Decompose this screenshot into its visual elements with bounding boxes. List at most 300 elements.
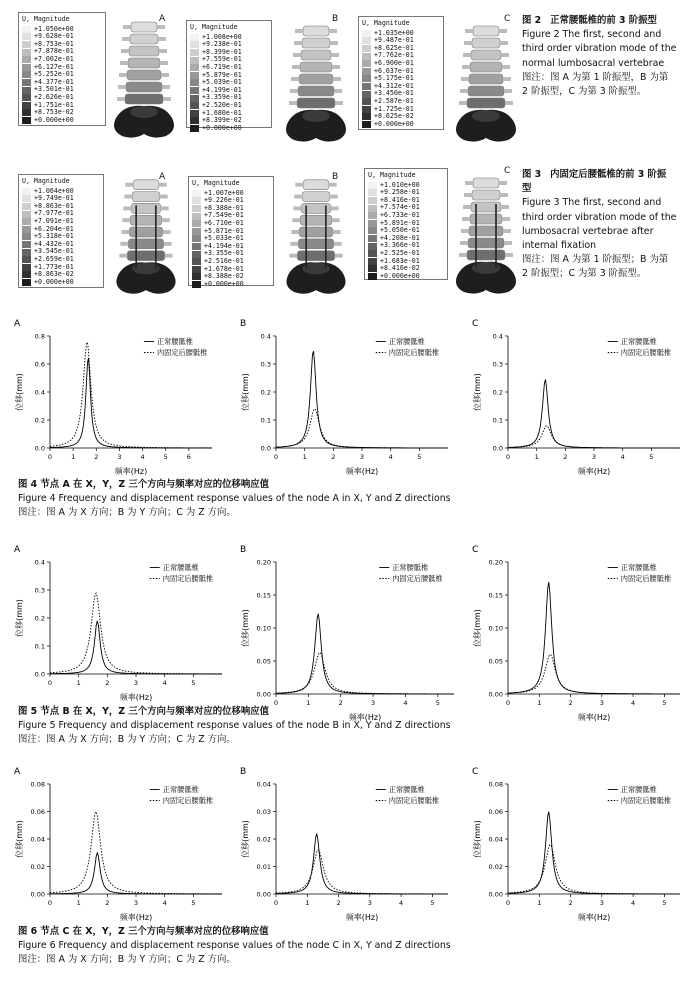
panel-letter: B <box>240 767 247 777</box>
y-tick-label: 0.2 <box>492 388 503 397</box>
x-tick-label: 4 <box>631 899 636 907</box>
panel-letter: C <box>472 767 479 777</box>
legend-value: +5.039e-01 <box>202 78 242 87</box>
legend-swatch <box>22 271 31 278</box>
vertebrae-group <box>286 180 345 294</box>
legend-value: +7.574e-01 <box>380 203 420 212</box>
legend-swatch <box>362 45 371 52</box>
transverse-process <box>162 218 170 222</box>
x-axis-label: 频率(Hz) <box>114 467 148 476</box>
y-tick-label: 0.08 <box>488 780 503 789</box>
y-tick-label: 0.2 <box>260 388 271 397</box>
y-axis-label: 位移(mm) <box>473 609 482 647</box>
series-line-fixed <box>276 409 448 448</box>
y-tick-label: 0.08 <box>30 780 45 789</box>
x-tick-label: 5 <box>163 453 168 461</box>
fig2-caption-en-2: third order vibration mode of the <box>522 43 677 55</box>
spine-model-a <box>104 8 184 148</box>
legend-swatch <box>368 182 377 189</box>
legend-title: U, Magnitude <box>190 23 238 31</box>
x-tick-label: 2 <box>568 699 573 707</box>
transverse-process <box>331 53 339 57</box>
y-tick-label: 0.0 <box>34 444 45 453</box>
transverse-process <box>295 29 303 33</box>
vertebra-body <box>297 251 334 261</box>
y-tick-label: 0.10 <box>488 624 503 633</box>
legend-rows <box>190 34 268 133</box>
legend-value: +6.204e-01 <box>34 224 74 233</box>
legend-value: +9.487e-01 <box>374 36 414 45</box>
legend-label: 正常腰骶椎 <box>162 785 199 794</box>
legend-swatch <box>22 87 31 94</box>
transverse-process <box>463 53 471 57</box>
legend-label: 正常腰骶椎 <box>156 337 193 346</box>
transverse-process <box>159 183 167 187</box>
y-tick-label: 0.1 <box>260 416 271 425</box>
legend-value: +6.719e-01 <box>202 62 242 71</box>
legend-swatch <box>190 57 199 64</box>
sacral-base <box>302 110 330 122</box>
y-tick-label: 0.2 <box>34 416 45 425</box>
x-tick-label: 1 <box>306 699 311 707</box>
y-tick-label: 0.05 <box>488 657 503 666</box>
legend-value: +7.002e-01 <box>34 54 74 63</box>
transverse-process <box>123 25 131 29</box>
legend-value: +4.208e-01 <box>380 233 420 242</box>
y-tick-label: 0.05 <box>256 657 271 666</box>
transverse-process <box>505 253 513 257</box>
panel-letter-c: C <box>504 14 511 24</box>
legend-swatch <box>22 79 31 86</box>
panel-letter-b: B <box>332 172 339 182</box>
legend-swatch <box>368 235 377 242</box>
transverse-process <box>334 242 342 246</box>
y-tick-label: 0.6 <box>34 360 45 369</box>
series-line-normal <box>50 358 212 448</box>
panel-letter: C <box>472 319 479 329</box>
transverse-process <box>459 101 467 105</box>
legend-swatch <box>190 102 199 109</box>
legend-row <box>368 273 444 281</box>
vertebra-body <box>127 70 161 80</box>
legend-swatch <box>192 197 201 204</box>
legend-value: +1.678e-01 <box>204 264 244 273</box>
legend-swatch <box>192 205 201 212</box>
legend-swatch <box>22 41 31 48</box>
legend-value: +1.035e+00 <box>374 28 414 37</box>
vertebrae-group <box>114 22 174 138</box>
legend-swatch <box>192 213 201 220</box>
legend-value: +1.683e-01 <box>380 256 420 265</box>
x-tick-label: 4 <box>620 453 625 461</box>
fig2-caption-en-1: Figure 2 The first, second and <box>522 29 662 41</box>
series-line-normal <box>508 582 680 694</box>
y-tick-label: 0.0 <box>492 444 503 453</box>
legend-value: +7.878e-01 <box>34 47 74 56</box>
transverse-process <box>335 101 343 105</box>
transverse-process <box>460 89 468 93</box>
legend-value: +7.559e-01 <box>202 55 242 64</box>
legend-swatch <box>190 110 199 117</box>
legend-swatch <box>190 72 199 79</box>
transverse-process <box>501 205 509 209</box>
vertebrae-group <box>456 178 516 294</box>
legend-value: +0.000e+00 <box>374 119 414 128</box>
legend-label: 内固定后腰骶椎 <box>162 796 214 805</box>
legend-swatch <box>22 64 31 71</box>
vertebra-body <box>303 26 329 36</box>
transverse-process <box>122 218 130 222</box>
legend-swatch <box>190 95 199 102</box>
legend-value: +8.388e-01 <box>204 203 244 212</box>
fig3-image-row <box>14 164 542 302</box>
series-line-fixed <box>50 812 222 894</box>
sacral-base <box>472 110 500 122</box>
panel-letter-a: A <box>159 14 166 24</box>
vertebra-body <box>126 82 162 92</box>
legend-label: 内固定后腰骶椎 <box>388 348 440 357</box>
vertebra-body <box>471 50 501 60</box>
legend-value: +7.762e-01 <box>374 51 414 60</box>
legend-value: +0.000e+00 <box>34 115 74 124</box>
transverse-process <box>164 242 172 246</box>
legend-value: +8.416e-01 <box>380 195 420 204</box>
panel-letter: A <box>14 319 21 329</box>
vertebrae-group <box>116 180 175 294</box>
legend-swatch <box>22 26 31 33</box>
legend-rows <box>22 188 100 287</box>
transverse-process <box>335 254 343 258</box>
transverse-process <box>119 254 127 258</box>
legend-label: 内固定后腰骶椎 <box>156 348 208 357</box>
legend-swatch <box>362 53 371 60</box>
legend-label: 内固定后腰骶椎 <box>392 574 443 583</box>
y-tick-label: 0.02 <box>488 863 503 871</box>
y-tick-label: 0.20 <box>488 558 503 567</box>
legend-label: 内固定后腰骶椎 <box>388 796 440 805</box>
legend-rows <box>362 30 440 129</box>
legend-title: U, Magnitude <box>368 171 416 179</box>
vertebra-body <box>133 180 159 190</box>
x-tick-label: 3 <box>371 699 376 707</box>
legend-swatch <box>368 243 377 250</box>
vertebra-body <box>302 38 330 48</box>
legend-swatch <box>368 205 377 212</box>
fig3-caption-en-3: lumbosacral vertebrae after <box>522 225 654 237</box>
legend-label: 内固定后腰骶椎 <box>620 574 672 583</box>
legend-value: +9.628e-01 <box>34 32 74 41</box>
legend-value: +5.033e-01 <box>204 234 244 243</box>
legend-value: +2.587e-01 <box>374 96 414 105</box>
transverse-process <box>329 183 337 187</box>
chart-4a <box>10 312 222 482</box>
x-tick-label: 0 <box>273 699 279 707</box>
y-tick-label: 0.8 <box>34 332 45 341</box>
transverse-process <box>294 41 302 45</box>
x-tick-label: 6 <box>186 453 191 461</box>
legend-value: +3.545e-01 <box>34 247 74 256</box>
fig3-legend-a <box>18 174 104 288</box>
x-tick-label: 3 <box>359 453 365 461</box>
transverse-process <box>157 25 165 29</box>
fig6-caption <box>18 925 688 968</box>
legend-swatch <box>22 109 31 116</box>
legend-value: +2.520e-01 <box>202 100 242 109</box>
transverse-process <box>503 77 511 81</box>
y-axis-label: 位移(mm) <box>241 609 250 647</box>
legend-value: +6.733e-01 <box>380 210 420 219</box>
panel-letter: C <box>472 545 479 555</box>
x-tick-label: 3 <box>591 453 597 461</box>
series-line-fixed <box>276 850 448 894</box>
vertebra-body <box>131 22 157 32</box>
legend-row <box>22 117 102 125</box>
series-line-fixed <box>276 653 454 694</box>
x-tick-label: 0 <box>47 679 53 687</box>
vertebra-body <box>472 38 500 48</box>
legend-value: +0.000e+00 <box>204 279 244 288</box>
panel-letter: B <box>240 545 247 555</box>
legend-swatch <box>22 256 31 263</box>
fig3-note-2: 2 阶振型；C 为第 3 阶振型。 <box>522 268 647 280</box>
transverse-process <box>159 49 167 53</box>
vertebra-body <box>128 239 163 249</box>
y-tick-label: 0.02 <box>256 835 271 844</box>
fig4-note: 图注：图 A 为 X 方向；B 为 Y 方向；C 为 Z 方向。 <box>18 507 236 519</box>
legend-swatch <box>362 37 371 44</box>
series-line-normal <box>276 351 448 448</box>
series-line-normal <box>276 834 448 894</box>
legend-swatch <box>192 281 201 288</box>
legend-label: 正常腰骶椎 <box>620 337 657 346</box>
transverse-process <box>332 65 340 69</box>
y-tick-label: 0.20 <box>256 558 271 567</box>
series-line-normal <box>276 614 454 694</box>
fig2-caption <box>522 14 692 99</box>
fig6-note: 图注：图 A 为 X 方向；B 为 Y 方向；C 为 Z 方向。 <box>18 954 236 966</box>
transverse-process <box>502 65 510 69</box>
transverse-process <box>120 61 128 65</box>
x-tick-label: 5 <box>435 699 440 707</box>
x-tick-label: 2 <box>336 899 341 907</box>
transverse-process <box>161 73 169 77</box>
y-axis-label: 位移(mm) <box>241 820 250 858</box>
legend-value: +3.450e-01 <box>374 89 414 98</box>
transverse-process <box>122 37 130 41</box>
legend-value: +9.258e-01 <box>380 188 420 197</box>
chart-5c <box>468 538 690 728</box>
legend-swatch <box>362 121 371 128</box>
legend-swatch <box>22 117 31 124</box>
transverse-process <box>120 242 128 246</box>
transverse-process <box>117 97 125 101</box>
fig3-legend-c <box>364 168 448 280</box>
transverse-process <box>333 77 341 81</box>
transverse-process <box>504 241 512 245</box>
legend-swatch <box>362 91 371 98</box>
series-line-fixed <box>508 845 680 894</box>
x-axis-label: 频率(Hz) <box>345 913 379 922</box>
legend-swatch <box>368 189 377 196</box>
y-tick-label: 0.04 <box>256 780 271 789</box>
x-tick-label: 0 <box>273 899 279 907</box>
legend-title: U, Magnitude <box>192 179 240 187</box>
y-tick-label: 0.4 <box>260 332 271 341</box>
legend-value: +5.252e-01 <box>34 70 74 79</box>
legend-value: +1.050e+00 <box>34 24 74 33</box>
chart-6c <box>468 760 690 928</box>
y-tick-label: 0.4 <box>34 558 45 567</box>
x-tick-label: 3 <box>133 899 139 907</box>
transverse-process <box>290 242 298 246</box>
x-tick-label: 2 <box>563 453 568 461</box>
vertebra-body <box>469 226 503 236</box>
legend-swatch <box>362 60 371 67</box>
fig3-caption-cn-2: 型 <box>522 183 532 195</box>
legend-swatch <box>22 188 31 195</box>
x-tick-label: 4 <box>399 899 404 907</box>
transverse-process <box>330 41 338 45</box>
vertebra-body <box>130 34 158 44</box>
legend-value: +8.863e-01 <box>34 201 74 210</box>
fig2-caption-cn: 图 2 正常腰骶椎的前 3 阶振型 <box>522 15 657 26</box>
legend-value: +8.416e-02 <box>380 264 420 273</box>
x-tick-label: 5 <box>191 679 196 687</box>
transverse-process <box>501 53 509 57</box>
vertebra-body <box>298 239 333 249</box>
transverse-process <box>461 77 469 81</box>
legend-swatch <box>362 30 371 37</box>
x-tick-label: 3 <box>133 679 139 687</box>
transverse-process <box>295 183 303 187</box>
legend-value: +5.050e-01 <box>380 226 420 235</box>
transverse-process <box>160 61 168 65</box>
fig3-caption-en-1: Figure 3 The first, second and <box>522 197 662 209</box>
legend-swatch <box>22 195 31 202</box>
legend-row <box>362 121 440 129</box>
legend-value: +7.977e-01 <box>34 209 74 218</box>
x-tick-label: 1 <box>537 899 542 907</box>
series-line-fixed <box>50 593 222 674</box>
transverse-process <box>329 29 337 33</box>
fig6-caption-en: Figure 6 Frequency and displacement response values of the node C in X, Y and Z directions <box>18 940 451 952</box>
transverse-process <box>460 241 468 245</box>
sacral-base <box>130 106 158 118</box>
legend-value: +4.432e-01 <box>34 239 74 248</box>
vertebra-body <box>468 86 504 96</box>
legend-swatch <box>192 190 201 197</box>
x-tick-label: 1 <box>76 679 81 687</box>
y-tick-label: 0.00 <box>488 890 503 899</box>
x-tick-label: 5 <box>662 899 667 907</box>
chart-6a <box>10 760 232 928</box>
fig4-caption-en: Figure 4 Frequency and displacement response values of the node A in X, Y and Z directions <box>18 493 451 505</box>
y-tick-label: 0.04 <box>488 835 503 844</box>
fig5-caption-en: Figure 5 Frequency and displacement response values of the node B in X, Y and Z directions <box>18 720 451 732</box>
legend-value: +6.127e-01 <box>34 62 74 71</box>
transverse-process <box>500 41 508 45</box>
spine-model-b <box>276 12 356 148</box>
y-axis-label: 位移(mm) <box>15 373 24 411</box>
x-tick-label: 5 <box>430 899 435 907</box>
fig2-legend-c <box>358 16 444 130</box>
fig2-note-1: 图注：图 A 为第 1 阶振型，B 为第 <box>522 71 669 83</box>
vertebra-body <box>468 238 504 248</box>
x-tick-label: 0 <box>47 453 53 461</box>
legend-swatch <box>190 79 199 86</box>
transverse-process <box>289 254 297 258</box>
legend-swatch <box>22 94 31 101</box>
transverse-process <box>289 101 297 105</box>
legend-value: +5.871e-01 <box>204 226 244 235</box>
legend-label: 正常腰骶椎 <box>388 785 425 794</box>
spine-model-a <box>106 166 186 300</box>
panel-letter: A <box>14 767 21 777</box>
vertebra-body <box>299 74 333 84</box>
vertebra-body <box>127 251 164 261</box>
vertebra-body <box>467 98 505 108</box>
y-axis-label: 位移(mm) <box>241 373 250 411</box>
x-axis-label: 频率(Hz) <box>577 467 611 476</box>
vertebra-body <box>469 74 503 84</box>
x-tick-label: 4 <box>162 679 167 687</box>
x-tick-label: 4 <box>162 899 167 907</box>
transverse-process <box>504 89 512 93</box>
legend-swatch <box>368 258 377 265</box>
chart-5a <box>10 538 232 708</box>
legend-swatch <box>190 87 199 94</box>
legend-value: +2.525e-01 <box>380 248 420 257</box>
legend-value: +0.000e+00 <box>202 123 242 132</box>
vertebra-body <box>132 192 160 202</box>
y-tick-label: 0.3 <box>260 360 271 369</box>
y-tick-label: 0.04 <box>30 835 45 844</box>
legend-value: +5.891e-01 <box>380 218 420 227</box>
transverse-process <box>464 193 472 197</box>
x-axis-label: 频率(Hz) <box>119 693 153 702</box>
series-line-normal <box>508 380 680 448</box>
x-tick-label: 1 <box>534 453 539 461</box>
legend-label: 正常腰骶椎 <box>388 337 425 346</box>
fig3-caption-en-4: internal fixation <box>522 240 597 252</box>
transverse-process <box>158 37 166 41</box>
y-axis-label: 位移(mm) <box>473 373 482 411</box>
fig4-caption <box>18 478 688 521</box>
legend-swatch <box>190 41 199 48</box>
x-tick-label: 4 <box>388 453 393 461</box>
fig5-caption-cn: 图 5 节点 B 在 X，Y，Z 三个方向与频率对应的位移响应值 <box>18 706 269 717</box>
legend-swatch <box>192 243 201 250</box>
transverse-process <box>465 29 473 33</box>
legend-value: +8.863e-02 <box>34 270 74 279</box>
legend-value: +3.366e-01 <box>380 241 420 250</box>
legend-swatch <box>190 64 199 71</box>
spine-model-b <box>276 166 356 300</box>
legend-value: +5.175e-01 <box>374 74 414 83</box>
vertebra-body <box>129 46 159 56</box>
legend-value: +0.000e+00 <box>34 277 74 286</box>
x-axis-label: 频率(Hz) <box>348 713 382 722</box>
legend-value: +4.194e-01 <box>204 241 244 250</box>
legend-value: +1.010e+00 <box>380 180 420 189</box>
legend-swatch <box>22 211 31 218</box>
y-tick-label: 0.00 <box>256 690 271 699</box>
fig2-note-2: 2 阶振型，C 为第 3 阶振型。 <box>522 86 647 98</box>
legend-rows <box>22 26 102 125</box>
panel-letter-a: A <box>159 172 166 182</box>
transverse-process <box>125 183 133 187</box>
vertebra-body <box>125 94 163 104</box>
